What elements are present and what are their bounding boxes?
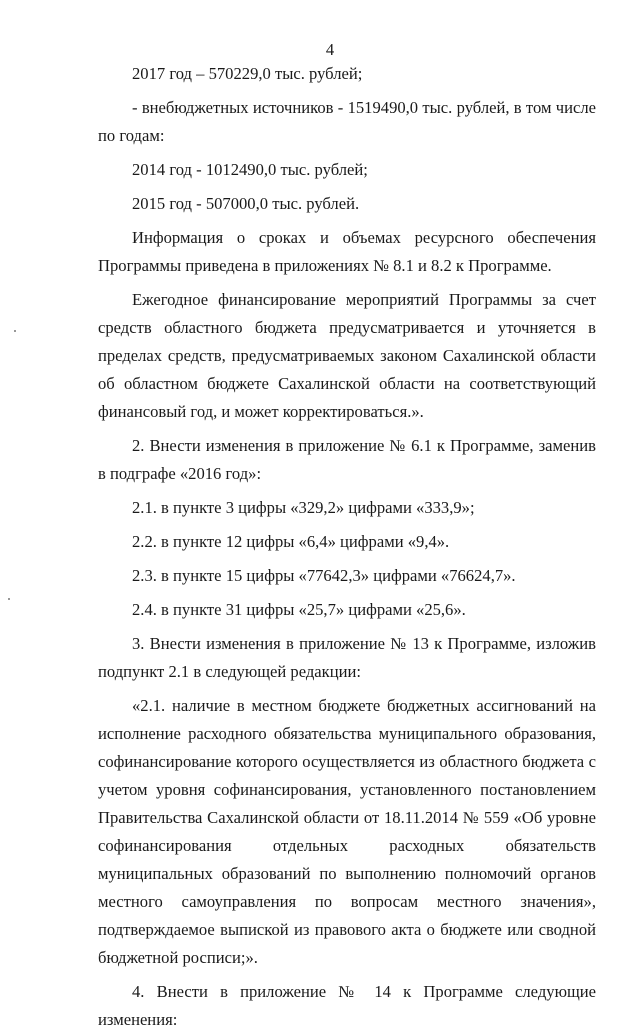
paragraph-item-2-3: 2.3. в пункте 15 цифры «77642,3» цифрами «76624,7». bbox=[132, 566, 516, 585]
paragraph-item-4: 4. Внести в приложение № 14 к Программе следующие изменения: bbox=[98, 982, 596, 1029]
paragraph-2015-amount: 2015 год - 507000,0 тыс. рублей. bbox=[132, 194, 360, 213]
scan-speck bbox=[14, 330, 16, 332]
paragraph-item-2-2: 2.2. в пункте 12 цифры «6,4» цифрами «9,4». bbox=[132, 532, 450, 551]
scan-speck bbox=[8, 598, 10, 600]
paragraph-2014-amount: 2014 год - 1012490,0 тыс. рублей; bbox=[132, 160, 368, 179]
paragraph-resource-info: Информация о сроках и объемах ресурсного обеспечения Программы приведена в приложениях № 8.1 и 8.2 к Программе. bbox=[98, 228, 596, 275]
page-number: 4 bbox=[325, 40, 335, 59]
paragraph-annual-financing: Ежегодное финансирование мероприятий Программы за счет средств областного бюджета предусматривается и уточняется в пределах средств, предусматриваемых законом Сахалинской области об областном бюджете Сахалинской области на соответствующий финансовый год, и может корректироваться.». bbox=[98, 290, 596, 421]
paragraph-item-2-4: 2.4. в пункте 31 цифры «25,7» цифрами «25,6». bbox=[132, 600, 466, 619]
paragraph-item-2-1: 2.1. в пункте 3 цифры «329,2» цифрами «333,9»; bbox=[132, 498, 475, 517]
paragraph-item-3: 3. Внести изменения в приложение № 13 к Программе, изложив подпункт 2.1 в следующей редакции: bbox=[98, 634, 596, 681]
paragraph-quoted-2-1: «2.1. наличие в местном бюджете бюджетных ассигнований на исполнение расходного обязательства муниципального образования, софинансирование которого осуществляется из областного бюджета с учетом уровня софинансирования, установленного постановлением Правительства Сахалинской области от 18.11.2014 № 559 «Об уровне софинансирования отдельных расходных обязательств муниципальных образований по выполнению полномочий органов местного самоуправления по вопросам местного значения», подтверждаемое выпиской из правового акта о бюджете или сводной бюджетной росписи;». bbox=[98, 696, 596, 967]
document-body bbox=[98, 60, 596, 1034]
paragraph-extrabudgetary-sources: - внебюджетных источников - 1519490,0 тыс. рублей, в том числе по годам: bbox=[98, 98, 596, 145]
paragraph-2017-amount: 2017 год – 570229,0 тыс. рублей; bbox=[132, 64, 363, 83]
paragraph-item-2: 2. Внести изменения в приложение № 6.1 к Программе, заменив в подграфе «2016 год»: bbox=[98, 436, 596, 483]
